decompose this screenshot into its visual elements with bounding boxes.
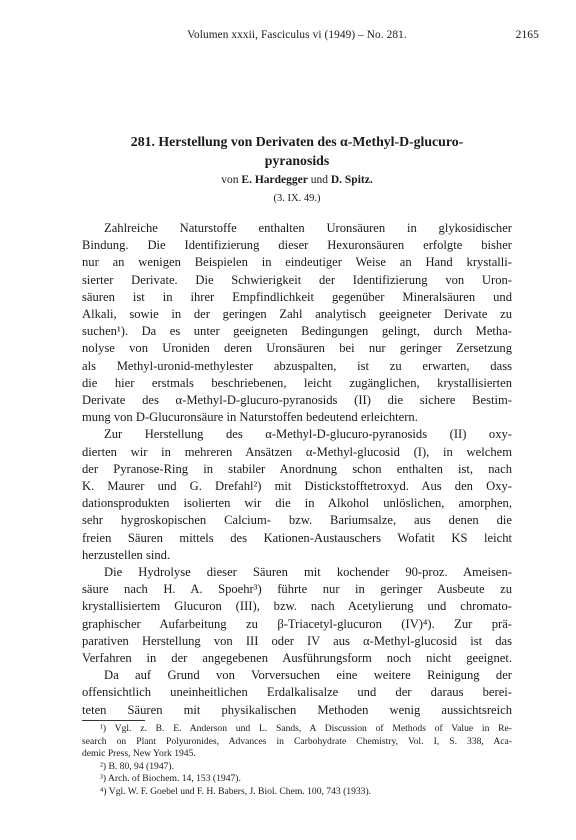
- text-line: Alkali, sowie in der geringen Zahl analytisch geeigneter Derivate zu: [82, 307, 512, 322]
- text-line: nur an wenigen Beispielen in eindeutiger Weise an Hand krystalli-: [82, 255, 512, 270]
- text-line: dationsprodukten isolierten wir die in Alkohol unlöslichen, amorphen,: [82, 496, 512, 511]
- paragraph-3: [82, 564, 512, 667]
- title-line-1: 281. Herstellung von Derivaten des α-Methyl-D-glucuro-: [130, 134, 464, 149]
- paragraph-2: [82, 426, 512, 564]
- text-line: die hier erstmals beschriebenen, leicht zugänglichen, krystallisierten: [82, 375, 512, 390]
- paragraph-4: [82, 667, 512, 719]
- text-line: Da auf Grund von Vorversuchen eine weitere Reinigung der: [104, 668, 512, 683]
- footnote-line: ³) Arch. of Biochem. 14, 153 (1947).: [100, 773, 241, 785]
- footnote-line: search on Plant Polyuronides, Advances in Carbohydrate Chemistry, Vol. I, S. 338, Aca-: [82, 735, 512, 747]
- text-line: als Methyl-uronid-methylester abzuspalten, ist zu erwarten, dass: [82, 358, 512, 373]
- text-line: Zahlreiche Naturstoffe enthalten Uronsäuren in glykosidischer: [104, 221, 512, 235]
- text-line: teten Säuren mit physikalischen Methoden wenig aussichtsreich: [82, 702, 512, 717]
- title-line-2: pyranosids: [264, 152, 330, 168]
- text-line: krystallisiertem Glucuron (III), bzw. nach Acetylierung und chromato-: [82, 599, 512, 614]
- text-line: der Pyranose-Ring in stabiler Anordnung schon enthalten ist, nach: [82, 461, 512, 476]
- text-line: Die Hydrolyse dieser Säuren mit kochender 90-proz. Ameisen-: [104, 565, 512, 580]
- text-line: K. Maurer und G. Drefahl²) mit Distickstofftetroxyd. Aus den Oxy-: [82, 479, 512, 494]
- footnote-line: ⁴) Vgl. W. F. Goebel und F. H. Babers, J. Biol. Chem. 100, 743 (1933).: [100, 785, 372, 797]
- journal-volume-line: Volumen xxxii, Fasciculus vi (1949) – No. 281.: [187, 29, 407, 41]
- text-line: graphischer Aufarbeitung zu β-Triacetyl-glucuron (IV)⁴). Zur prä-: [82, 616, 512, 631]
- footnote-line: demic Press, New York 1945.: [82, 748, 196, 760]
- text-line: nolyse von Uroniden deren Uronsäuren bei nur geringer Zersetzung: [82, 341, 512, 356]
- byline: [82, 173, 512, 187]
- footnote-line: ²) B. 80, 94 (1947).: [100, 760, 175, 772]
- text-line: sierter Derivate. Die Schwierigkeit der Identifizierung von Uron-: [82, 272, 512, 287]
- text-line: dierten wir in mehreren Ansätzen α-Methyl-glucosid (I), in welchem: [82, 444, 512, 459]
- text-line: parativen Herstellung von III oder IV aus α-Methyl-glucosid ist das: [82, 633, 512, 648]
- text-line: suchen¹). Da es unter geeigneten Bedingungen gelingt, durch Metha-: [82, 324, 512, 339]
- text-line: mung von D-Glucuronsäure in Naturstoffen bedeutend erleichtern.: [82, 410, 418, 425]
- text-line: Derivate des α-Methyl-D-glucuro-pyranosids (II) die sichere Bestim-: [82, 393, 512, 408]
- text-line: säuren ist in ihrer Empfindlichkeit gegenüber Mineralsäuren und: [82, 289, 512, 304]
- byline-und: und: [310, 174, 328, 186]
- article-body: [82, 220, 512, 719]
- text-line: Zur Herstellung des α-Methyl-D-glucuro-pyranosids (II) oxy-: [104, 427, 512, 442]
- text-line: freien Säuren mittels des Kationen-Austauschers Wofatit KS leicht: [82, 530, 512, 545]
- article-title: [82, 133, 512, 170]
- byline-von: von: [221, 174, 239, 186]
- text-line: Verfahren in der angegebenen Ausführungsform noch nicht geeignet.: [82, 651, 512, 666]
- footnotes: [82, 723, 512, 799]
- author-2: D. Spitz.: [330, 174, 373, 186]
- text-line: säure nach H. A. Spoehr³) führte nur in geringer Ausbeute zu: [82, 582, 512, 597]
- page-number: 2165: [515, 29, 539, 41]
- text-line: sehr hygroskopischen Calcium- bzw. Bariumsalze, aus denen die: [82, 513, 512, 528]
- footnote-line: ¹) Vgl. z. B. E. Anderson und L. Sands, A Discussion of Methods of Value in Re-: [100, 723, 512, 734]
- text-line: Bindung. Die Identifizierung dieser Hexuronsäuren erfolgte bisher: [82, 238, 512, 253]
- received-date: (3. IX. 49.): [273, 193, 321, 204]
- paragraph-1: [82, 220, 512, 426]
- author-1: E. Hardegger: [241, 174, 308, 186]
- text-line: offensichtlich uneinheitlichen Erdalkalisalze und der daraus berei-: [82, 685, 512, 700]
- footnote-divider: [82, 720, 145, 721]
- text-line: herzustellen sind.: [82, 547, 171, 562]
